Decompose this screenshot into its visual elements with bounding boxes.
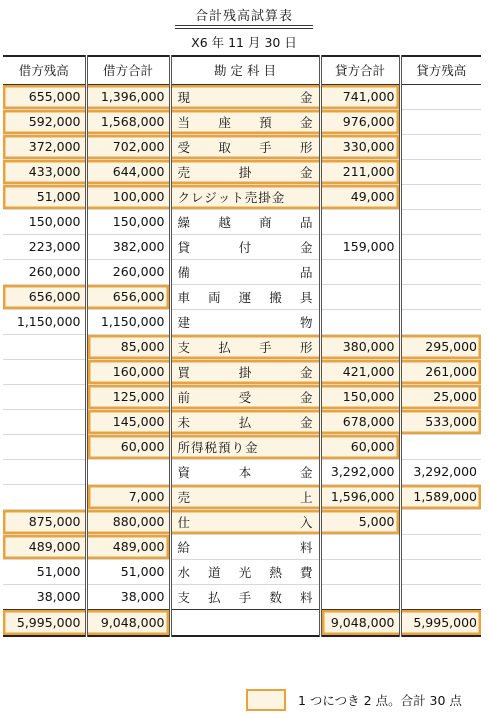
account-name-cell: [170, 484, 320, 509]
debit-total-cell: 656,000: [86, 284, 170, 309]
credit-total-cell: [320, 284, 400, 309]
table-row: [3, 434, 481, 459]
debit-total-cell: 38,000: [86, 584, 170, 609]
debit-total-cell: 880,000: [86, 509, 170, 534]
table-row: [3, 284, 481, 309]
document-title: 合計残高試算表: [194, 9, 293, 24]
title-underline-2: [175, 28, 313, 29]
header-credit-total: 貸方合計: [320, 56, 400, 84]
debit-total-cell: 125,000: [86, 384, 170, 409]
account-label: 備 品: [177, 264, 313, 280]
debit-balance-cell: 875,000: [3, 509, 86, 534]
debit-balance-cell: [3, 434, 86, 459]
debit-total-cell: 1,396,000: [86, 84, 170, 109]
account-name-cell: [170, 459, 320, 484]
account-label: 売 上: [177, 489, 313, 505]
debit-balance-cell: 150,000: [3, 209, 86, 234]
debit-total-cell: 85,000: [86, 334, 170, 359]
account-name-cell: [170, 359, 320, 384]
credit-total-cell: 60,000: [320, 434, 400, 459]
debit-total-cell: 1,568,000: [86, 109, 170, 134]
credit-balance-cell: [400, 434, 481, 459]
debit-total-cell: 51,000: [86, 559, 170, 584]
debit-total-cell: 1,150,000: [86, 309, 170, 334]
account-name-cell: [170, 584, 320, 609]
account-label: 買 掛 金: [177, 364, 313, 380]
account-name-cell: [170, 84, 320, 109]
debit-balance-cell: 656,000: [3, 284, 86, 309]
credit-balance-cell: 1,589,000: [400, 484, 481, 509]
account-name-cell: [170, 209, 320, 234]
credit-total-cell: 49,000: [320, 184, 400, 209]
account-label: 前 受 金: [177, 389, 313, 405]
credit-total-cell: 678,000: [320, 409, 400, 434]
account-name-cell: [170, 559, 320, 584]
credit-total-cell: 330,000: [320, 134, 400, 159]
table-row: [3, 509, 481, 534]
credit-balance-cell: [400, 134, 481, 159]
account-name-cell: [170, 609, 320, 636]
table-row: [3, 259, 481, 284]
account-name-cell: [170, 509, 320, 534]
account-label: 未 払 金: [177, 414, 313, 430]
credit-balance-cell: 533,000: [400, 409, 481, 434]
debit-balance-cell: 433,000: [3, 159, 86, 184]
account-label: 当 座 預 金: [177, 114, 313, 130]
credit-total-cell: [320, 559, 400, 584]
credit-total-cell: 380,000: [320, 334, 400, 359]
debit-total-cell: 9,048,000: [86, 609, 170, 636]
table-row: [3, 334, 481, 359]
credit-total-cell: 741,000: [320, 84, 400, 109]
credit-balance-cell: 3,292,000: [400, 459, 481, 484]
account-name-cell: [170, 409, 320, 434]
debit-total-cell: 702,000: [86, 134, 170, 159]
debit-balance-cell: [3, 459, 86, 484]
credit-balance-cell: [400, 259, 481, 284]
credit-total-cell: [320, 309, 400, 334]
account-label: 売 掛 金: [177, 164, 313, 180]
credit-balance-cell: [400, 234, 481, 259]
debit-balance-cell: 260,000: [3, 259, 86, 284]
table-row: [3, 134, 481, 159]
debit-balance-cell: 489,000: [3, 534, 86, 559]
account-name-cell: [170, 384, 320, 409]
table-header-row: [3, 56, 481, 84]
debit-balance-cell: 1,150,000: [3, 309, 86, 334]
legend: [246, 688, 462, 712]
account-label: 水 道 光 熱 費: [177, 564, 313, 580]
header-account: 勘 定 科 目: [170, 56, 320, 84]
account-label: 支 払 手 数 料: [177, 589, 313, 605]
account-label: 給 料: [177, 539, 313, 555]
credit-total-cell: 9,048,000: [320, 609, 400, 636]
debit-total-cell: 145,000: [86, 409, 170, 434]
table-row: [3, 409, 481, 434]
account-name-cell: [170, 234, 320, 259]
table-row: [3, 359, 481, 384]
debit-total-cell: 160,000: [86, 359, 170, 384]
credit-total-cell: 159,000: [320, 234, 400, 259]
account-name-cell: [170, 534, 320, 559]
debit-balance-cell: 655,000: [3, 84, 86, 109]
debit-balance-cell: 372,000: [3, 134, 86, 159]
credit-balance-cell: [400, 284, 481, 309]
account-label: 建 物: [177, 314, 313, 330]
credit-balance-cell: [400, 559, 481, 584]
account-label: 所得税預り金: [177, 439, 259, 455]
account-label: 仕 入: [177, 514, 313, 530]
account-label: 支 払 手 形: [177, 339, 313, 355]
debit-total-cell: 382,000: [86, 234, 170, 259]
credit-total-cell: 150,000: [320, 384, 400, 409]
table-row: [3, 309, 481, 334]
account-name-cell: [170, 284, 320, 309]
credit-total-cell: [320, 584, 400, 609]
table-row: [3, 584, 481, 609]
credit-total-cell: 976,000: [320, 109, 400, 134]
credit-balance-cell: [400, 109, 481, 134]
table-row: [3, 534, 481, 559]
account-name-cell: [170, 134, 320, 159]
table-row: [3, 184, 481, 209]
account-label: 繰 越 商 品: [177, 214, 313, 230]
credit-total-cell: 1,596,000: [320, 484, 400, 509]
debit-balance-cell: 38,000: [3, 584, 86, 609]
account-label: クレジット売掛金: [177, 189, 286, 205]
credit-balance-cell: 5,995,000: [400, 609, 481, 636]
debit-balance-cell: 51,000: [3, 184, 86, 209]
header-credit-balance: 貸方残高: [400, 56, 481, 84]
debit-total-cell: 60,000: [86, 434, 170, 459]
credit-balance-cell: 295,000: [400, 334, 481, 359]
credit-balance-cell: 261,000: [400, 359, 481, 384]
debit-total-cell: 260,000: [86, 259, 170, 284]
table-row: [3, 384, 481, 409]
table-row: [3, 559, 481, 584]
table-row: [3, 484, 481, 509]
header-debit-total: 借方合計: [86, 56, 170, 84]
debit-balance-cell: 223,000: [3, 234, 86, 259]
credit-balance-cell: [400, 184, 481, 209]
debit-balance-cell: [3, 334, 86, 359]
account-label: 車 両 運 搬 具: [177, 289, 313, 305]
legend-text: 1 つにつき 2 点。合計 30 点: [298, 693, 462, 708]
credit-total-cell: 3,292,000: [320, 459, 400, 484]
account-name-cell: [170, 159, 320, 184]
header-debit-balance: 借方残高: [3, 56, 86, 84]
credit-total-cell: 421,000: [320, 359, 400, 384]
debit-balance-cell: [3, 359, 86, 384]
table-row: [3, 209, 481, 234]
credit-balance-cell: [400, 534, 481, 559]
title-underline: [175, 25, 313, 26]
table-row: [3, 234, 481, 259]
account-name-cell: [170, 309, 320, 334]
credit-total-cell: [320, 209, 400, 234]
table-row: [3, 84, 481, 109]
debit-total-cell: 100,000: [86, 184, 170, 209]
credit-balance-cell: 25,000: [400, 384, 481, 409]
account-name-cell: [170, 109, 320, 134]
credit-total-cell: 211,000: [320, 159, 400, 184]
account-label: 受 取 手 形: [177, 139, 313, 155]
table-row: [3, 459, 481, 484]
account-label: 現 金: [177, 89, 313, 105]
credit-balance-cell: [400, 84, 481, 109]
credit-balance-cell: [400, 209, 481, 234]
trial-balance-table: [3, 55, 481, 637]
debit-total-cell: 644,000: [86, 159, 170, 184]
totals-row: [3, 609, 481, 636]
document-date: X6 年 11 月 30 日: [191, 35, 297, 50]
debit-total-cell: 489,000: [86, 534, 170, 559]
debit-total-cell: [86, 459, 170, 484]
debit-total-cell: 150,000: [86, 209, 170, 234]
account-name-cell: [170, 434, 320, 459]
account-name-cell: [170, 334, 320, 359]
credit-total-cell: 5,000: [320, 509, 400, 534]
debit-balance-cell: 592,000: [3, 109, 86, 134]
debit-balance-cell: 5,995,000: [3, 609, 86, 636]
account-label: 貸 付 金: [177, 239, 313, 255]
credit-total-cell: [320, 259, 400, 284]
credit-balance-cell: [400, 309, 481, 334]
account-name-cell: [170, 184, 320, 209]
table-row: [3, 109, 481, 134]
account-label: 資 本 金: [177, 464, 313, 480]
debit-total-cell: 7,000: [86, 484, 170, 509]
debit-balance-cell: [3, 484, 86, 509]
table-row: [3, 159, 481, 184]
credit-total-cell: [320, 534, 400, 559]
debit-balance-cell: [3, 384, 86, 409]
credit-balance-cell: [400, 159, 481, 184]
debit-balance-cell: [3, 409, 86, 434]
credit-balance-cell: [400, 584, 481, 609]
debit-balance-cell: 51,000: [3, 559, 86, 584]
account-name-cell: [170, 259, 320, 284]
credit-balance-cell: [400, 509, 481, 534]
legend-swatch: [246, 689, 286, 711]
